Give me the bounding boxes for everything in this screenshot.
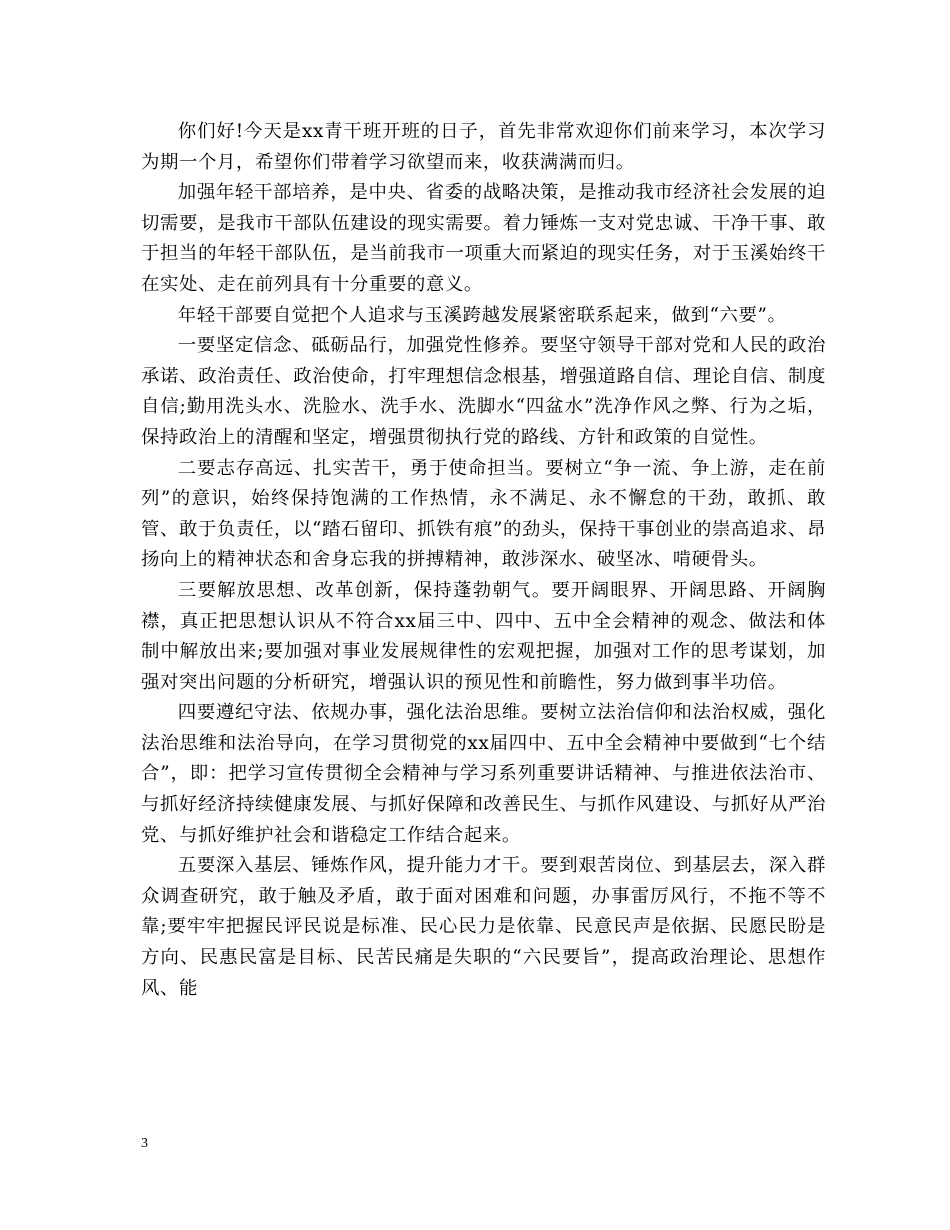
page-number: 3 <box>141 1136 148 1151</box>
paragraph-requirement-two: 二要志存高远、扎实苦干，勇于使命担当。要树立“争一流、争上游，走在前列”的意识，始终保持饱满的工作热情，永不满足、永不懈怠的干劲，敢抓、敢管、敢于负责任，以“踏石留印、抓铁有痕”的劲头，保持干事创业的崇高追求、昂扬向上的精神状态和舍身忘我的拼搏精神，敢涉深水、破坚冰、啃硬骨头。 <box>141 457 826 571</box>
paragraph-requirement-one: 一要坚定信念、砥砺品行，加强党性修养。要坚守领导干部对党和人民的政治承诺、政治责任、政治使命，打牢理想信念根基，增强道路自信、理论自信、制度自信;勤用洗头水、洗脸水、洗手水、洗脚水“四盆水”洗净作风之弊、行为之垢，保持政治上的清醒和坚定，增强贯彻执行党的路线、方针和政策的自觉性。 <box>141 335 826 448</box>
paragraph-six-requirements: 年轻干部要自觉把个人追求与玉溪跨越发展紧密联系起来，做到“六要”。 <box>177 304 787 326</box>
document-body <box>141 117 826 1004</box>
paragraph-requirement-three: 三要解放思想、改革创新，保持蓬勃朝气。要开阔眼界、开阔思路、开阔胸襟，真正把思想认识从不符合xx届三中、四中、五中全会精神的观念、做法和体制中解放出来;要加强对事业发展规律性的宏观把握，加强对工作的思考谋划，加强对突出问题的分析研究，增强认识的预见性和前瞻性，努力做到事半功倍。 <box>141 579 826 693</box>
paragraph-requirement-four: 四要遵纪守法、依规办事，强化法治思维。要树立法治信仰和法治权威，强化法治思维和法治导向，在学习贯彻党的xx届四中、五中全会精神中要做到“七个结合”，即：把学习宣传贯彻全会精神与学习系列重要讲话精神、与推进依法治市、与抓好经济持续健康发展、与抓好保障和改善民生、与抓作风建设、与抓好从严治党、与抓好维护社会和谐稳定工作结合起来。 <box>141 702 826 846</box>
paragraph-requirement-five: 五要深入基层、锤炼作风，提升能力才干。要到艰苦岗位、到基层去，深入群众调查研究，敢于触及矛盾，敢于面对困难和问题，办事雷厉风行，不拖不等不靠;要牢牢把握民评民说是标准、民心民力是依靠、民意民声是依据、民愿民盼是方向、民惠民富是目标、民苦民痛是失职的“六民要旨”，提高政治理论、思想作风、能 <box>141 855 826 999</box>
paragraph-greeting: 你们好!今天是xx青干班开班的日子，首先非常欢迎你们前来学习，本次学习为期一个月，希望你们带着学习欲望而来，收获满满而归。 <box>141 121 826 173</box>
paragraph-cadre-training: 加强年轻干部培养，是中央、省委的战略决策，是推动我市经济社会发展的迫切需要，是我市干部队伍建设的现实需要。着力锤炼一支对党忠诚、干净干事、敢于担当的年轻干部队伍，是当前我市一项重大而紧迫的现实任务，对于玉溪始终干在实处、走在前列具有十分重要的意义。 <box>141 182 826 295</box>
